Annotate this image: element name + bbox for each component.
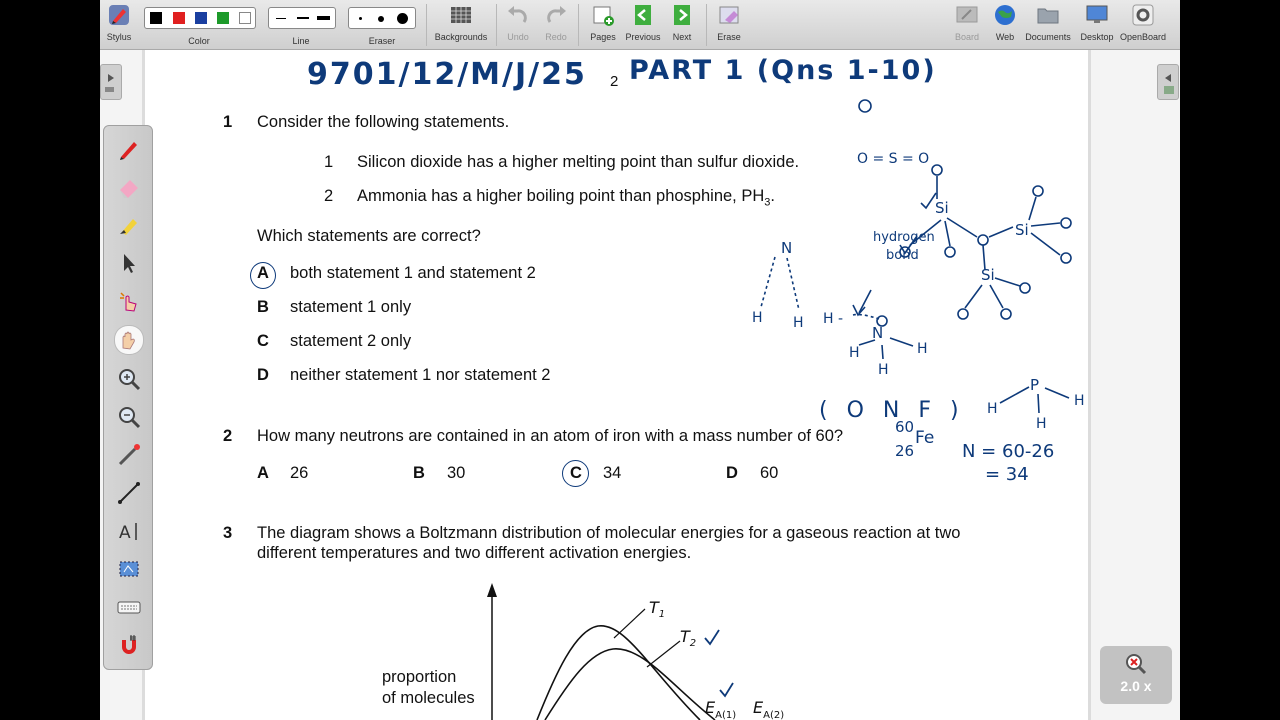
- ink-so2: O = S = O: [857, 151, 930, 167]
- openboard-menu-button[interactable]: OpenBoard: [1119, 2, 1167, 42]
- openboard-window: [100, 0, 1180, 720]
- t2-label: $T_2$: [680, 627, 697, 649]
- svg-text:H: H: [987, 401, 998, 417]
- q1-option-d-letter: D: [257, 366, 269, 384]
- q1-statement-2: Ammonia has a higher boiling point than phosphine, $PH_3$.: [357, 187, 775, 209]
- svg-text:H: H: [878, 362, 889, 378]
- next-page-button[interactable]: Next: [667, 2, 697, 42]
- eraser-size-picker: [348, 7, 416, 29]
- line-medium[interactable]: [297, 17, 309, 19]
- q2-option-b-letter: B: [413, 464, 425, 482]
- answer-circle-q2: [562, 460, 589, 487]
- line-tool-icon[interactable]: [116, 480, 142, 506]
- q3-ylabel-line2: of molecules: [382, 689, 475, 707]
- q1-stem: Consider the following statements.: [257, 113, 510, 131]
- ink-p: P: [1030, 376, 1040, 394]
- board-page[interactable]: [145, 50, 1088, 720]
- folder-icon: [1035, 2, 1061, 28]
- ink-annotations: [595, 95, 1085, 445]
- q2-number: 2: [223, 427, 233, 445]
- right-dock-toggle[interactable]: [1157, 64, 1179, 100]
- q2-option-d-letter: D: [726, 464, 738, 482]
- curve-t1: [537, 626, 700, 720]
- capture-tool-icon[interactable]: [116, 556, 142, 582]
- grid-icon: [448, 2, 474, 28]
- boltzmann-diagram: [475, 575, 805, 720]
- desktop-button[interactable]: Desktop: [1079, 2, 1115, 42]
- erase-page-icon: [716, 2, 742, 28]
- color-label: Color: [188, 36, 210, 46]
- chevron-right-icon: [101, 65, 121, 99]
- keyboard-icon[interactable]: [116, 594, 142, 620]
- eraser-label: Eraser: [368, 36, 396, 46]
- zoom-in-icon[interactable]: [116, 366, 142, 392]
- color-swatch-red[interactable]: [173, 12, 185, 24]
- t1-pointer: [614, 609, 645, 638]
- q1-option-d: neither statement 1 nor statement 2: [290, 366, 551, 384]
- color-swatch-blue[interactable]: [195, 12, 207, 24]
- ea1-label: $E_{A(1)}$: [705, 698, 737, 720]
- ink-symbol: Fe: [915, 428, 935, 448]
- q2-option-c: 34: [603, 464, 622, 482]
- board-button[interactable]: Board: [952, 2, 982, 42]
- redo-button[interactable]: Redo: [541, 2, 571, 42]
- q1-option-c: statement 2 only: [290, 332, 412, 350]
- svg-text:A: A: [119, 523, 131, 543]
- t2-pointer: [647, 641, 680, 667]
- q2-option-d: 60: [760, 464, 779, 482]
- stylus-icon: [106, 2, 132, 28]
- eraser-small[interactable]: [359, 17, 362, 20]
- handwritten-part-title: PART 1 (Qns 1-10): [629, 55, 937, 86]
- line-width-picker: [268, 7, 336, 29]
- pages-button[interactable]: Pages: [588, 2, 618, 42]
- highlighter-tool-icon[interactable]: [116, 212, 142, 238]
- add-page-icon: [590, 2, 616, 28]
- hand-pan-icon: [115, 326, 143, 354]
- check-mark: [705, 630, 719, 644]
- ink-calc-line2: = 34: [985, 464, 1029, 485]
- page-number: 2: [610, 73, 619, 90]
- color-swatch-green[interactable]: [217, 12, 229, 24]
- q1-statement-1-number: 1: [324, 153, 334, 171]
- toolbar-separator: [426, 4, 427, 46]
- erase-button[interactable]: Erase: [714, 2, 744, 42]
- q1-statement-1: Silicon dioxide has a higher melting point than sulfur dioxide.: [357, 153, 800, 171]
- web-button[interactable]: Web: [991, 2, 1019, 42]
- redo-icon: [543, 2, 569, 28]
- q1-option-b-letter: B: [257, 298, 269, 316]
- globe-icon: [992, 2, 1018, 28]
- y-axis-arrow: [487, 583, 497, 597]
- q1-option-b: statement 1 only: [290, 298, 412, 316]
- tool-palette: [103, 125, 153, 670]
- ink-atomic-number: 26: [895, 442, 915, 460]
- ink-n: N: [872, 324, 884, 342]
- toolbar-separator: [578, 4, 579, 46]
- toolbar-separator: [496, 4, 497, 46]
- ink-si: Si: [935, 199, 949, 217]
- ea2-label: $E_{A(2)}$: [753, 698, 785, 720]
- pen-tool-icon[interactable]: [116, 136, 142, 162]
- check-mark: [720, 683, 733, 696]
- svg-text:H: H: [752, 310, 763, 326]
- ink-si: Si: [1015, 221, 1029, 239]
- q1-statement-2-number: 2: [324, 187, 334, 205]
- q3-stem-line1: The diagram shows a Boltzmann distribution of molecular energies for a gaseous reaction at two: [257, 524, 961, 542]
- color-swatch-white[interactable]: [239, 12, 251, 24]
- documents-button[interactable]: Documents: [1024, 2, 1072, 42]
- chevron-left-icon: [1158, 65, 1178, 99]
- zoom-level: 2.0 x: [1120, 678, 1152, 694]
- color-palette: [144, 7, 256, 29]
- next-page-icon: [669, 2, 695, 28]
- color-swatch-black[interactable]: [150, 12, 162, 24]
- backgrounds-button[interactable]: Backgrounds: [433, 2, 489, 42]
- q1-number: 1: [223, 113, 233, 131]
- answer-circle-q1: [250, 262, 276, 289]
- magnet-grid-icon[interactable]: [116, 632, 142, 658]
- eraser-medium[interactable]: [378, 16, 384, 22]
- q2-option-b: 30: [447, 464, 466, 482]
- laser-pointer-icon[interactable]: [116, 442, 142, 468]
- q2-stem: How many neutrons are contained in an atom of iron with a mass number of 60?: [257, 427, 844, 445]
- ink-arrow: [859, 290, 871, 313]
- undo-icon: [505, 2, 531, 28]
- ink-hydrogen-label: hydrogen: [873, 230, 935, 245]
- stylus-button[interactable]: Stylus: [104, 2, 134, 42]
- monitor-icon: [1084, 2, 1110, 28]
- previous-page-icon: [630, 2, 656, 28]
- ink-si: Si: [981, 266, 995, 284]
- ink-n: N: [781, 239, 793, 257]
- svg-text:H: H: [1074, 393, 1085, 409]
- svg-text:H -: H -: [823, 311, 844, 327]
- line-label: Line: [292, 36, 310, 46]
- undo-button[interactable]: Undo: [503, 2, 533, 42]
- ink-calc-line1: N = 60-26: [962, 441, 1055, 462]
- ink-bond-label: bond: [886, 248, 919, 263]
- interact-hand-icon[interactable]: [116, 288, 142, 314]
- board-icon: [954, 2, 980, 28]
- eraser-large[interactable]: [397, 13, 408, 24]
- toolbar-separator: [706, 4, 707, 46]
- check-mark: [921, 193, 936, 208]
- zoom-indicator[interactable]: [1100, 646, 1172, 704]
- previous-page-button[interactable]: Previous: [624, 2, 662, 42]
- ink-mass-number: 60: [895, 418, 915, 436]
- gear-icon: [1130, 2, 1156, 28]
- eraser-tool-icon[interactable]: [116, 174, 142, 200]
- selector-arrow-icon[interactable]: [116, 250, 142, 276]
- q1-question: Which statements are correct?: [257, 227, 481, 245]
- q3-number: 3: [223, 524, 233, 542]
- zoom-reset-icon: [1123, 652, 1149, 676]
- q1-option-c-letter: C: [257, 332, 269, 350]
- q1-option-a-letter: A: [257, 264, 269, 282]
- t1-label: $T_1$: [649, 598, 666, 620]
- zoom-out-icon[interactable]: [116, 404, 142, 430]
- ink-lone-pair: [859, 100, 871, 112]
- ink-onf: ( O N F ): [819, 398, 965, 423]
- left-dock-toggle[interactable]: [100, 64, 122, 100]
- pan-tool[interactable]: [115, 326, 143, 354]
- q2-option-c-letter: C: [570, 464, 582, 482]
- handwritten-paper-code: 9701/12/M/J/25: [307, 57, 587, 92]
- page-edge: [1088, 50, 1091, 720]
- q2-option-a: 26: [290, 464, 309, 482]
- top-toolbar: [100, 0, 1180, 50]
- svg-text:H: H: [849, 345, 860, 361]
- q3-stem-line2: different temperatures and two different activation energies.: [257, 544, 692, 562]
- svg-text:H: H: [917, 341, 928, 357]
- svg-text:H: H: [1036, 416, 1047, 432]
- line-thin[interactable]: [276, 18, 286, 19]
- svg-text:H: H: [793, 315, 804, 331]
- q1-option-a: both statement 1 and statement 2: [290, 264, 536, 282]
- q3-ylabel-line1: proportion: [382, 668, 457, 686]
- q2-option-a-letter: A: [257, 464, 269, 482]
- text-tool-icon[interactable]: [116, 518, 142, 544]
- line-thick[interactable]: [317, 16, 330, 20]
